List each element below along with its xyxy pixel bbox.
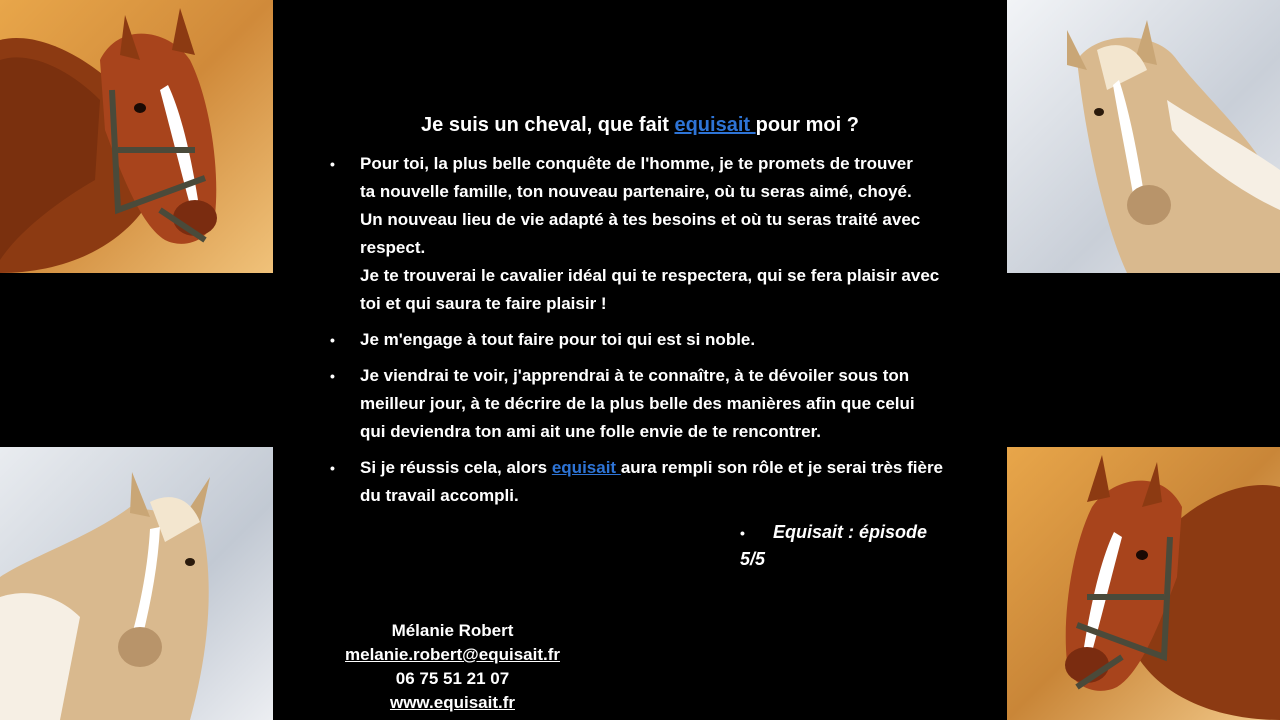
text-line: Je m'engage à tout faire pour toi qui est si noble. (360, 330, 756, 349)
page-title (273, 112, 1007, 138)
horse-photo-bottom-right (1007, 447, 1280, 720)
bullet-icon: • (330, 332, 335, 348)
palomino-horse-image (1007, 0, 1280, 273)
horse-photo-top-left (0, 0, 273, 273)
bullet-icon: • (740, 525, 745, 541)
bullet-list (330, 150, 970, 518)
bullet-icon: • (330, 460, 335, 476)
text-line: Je te trouverai le cavalier idéal qui te respectera, qui se fera plaisir avec (360, 266, 940, 285)
title-text-start: Je suis un cheval, que fait (421, 114, 675, 136)
equisait-link[interactable]: equisait (551, 458, 621, 477)
text-segment: aura rempli son rôle et je serai très fière (620, 458, 944, 477)
list-item (330, 362, 970, 446)
list-item (330, 454, 970, 510)
text-line: respect. (360, 238, 426, 257)
list-item (330, 326, 970, 354)
text-line: Pour toi, la plus belle conquête de l'homme, je te promets de trouver (360, 154, 913, 173)
website-link[interactable]: www.equisait.fr (389, 693, 515, 712)
phone-number: 06 75 51 21 07 (395, 669, 510, 688)
bullet-icon: • (330, 368, 335, 384)
episode-text: Equisait : épisode 5/5 (740, 522, 928, 569)
email-link[interactable]: melanie.robert@equisait.fr (345, 645, 560, 664)
horse-photo-top-right (1007, 0, 1280, 273)
title-text-end: pour moi ? (755, 114, 859, 136)
chestnut-horse-image (0, 0, 273, 273)
text-line (360, 454, 970, 482)
contact-name: Mélanie Robert (391, 621, 514, 640)
text-line: qui deviendra ton ami ait une folle envie de te rencontrer. (360, 422, 822, 441)
text-line: du travail accompli. (360, 486, 519, 505)
list-item (330, 150, 970, 318)
text-line: Je viendrai te voir, j'apprendrai à te connaître, à te dévoiler sous ton (360, 366, 910, 385)
contact-block (330, 619, 575, 715)
bullet-icon: • (330, 156, 335, 172)
chestnut-horse-image (1007, 447, 1280, 720)
text-line: toi et qui saura te faire plaisir ! (360, 294, 607, 313)
episode-label (740, 519, 955, 572)
horse-photo-bottom-left (0, 447, 273, 720)
text-line: meilleur jour, à te décrire de la plus belle des manières afin que celui (360, 394, 915, 413)
text-line: Un nouveau lieu de vie adapté à tes besoins et où tu seras traité avec (360, 210, 921, 229)
equisait-link[interactable]: equisait (674, 114, 756, 136)
text-segment: Si je réussis cela, alors (360, 458, 552, 477)
text-line: ta nouvelle famille, ton nouveau partenaire, où tu seras aimé, choyé. (360, 182, 912, 201)
palomino-horse-image (0, 447, 273, 720)
